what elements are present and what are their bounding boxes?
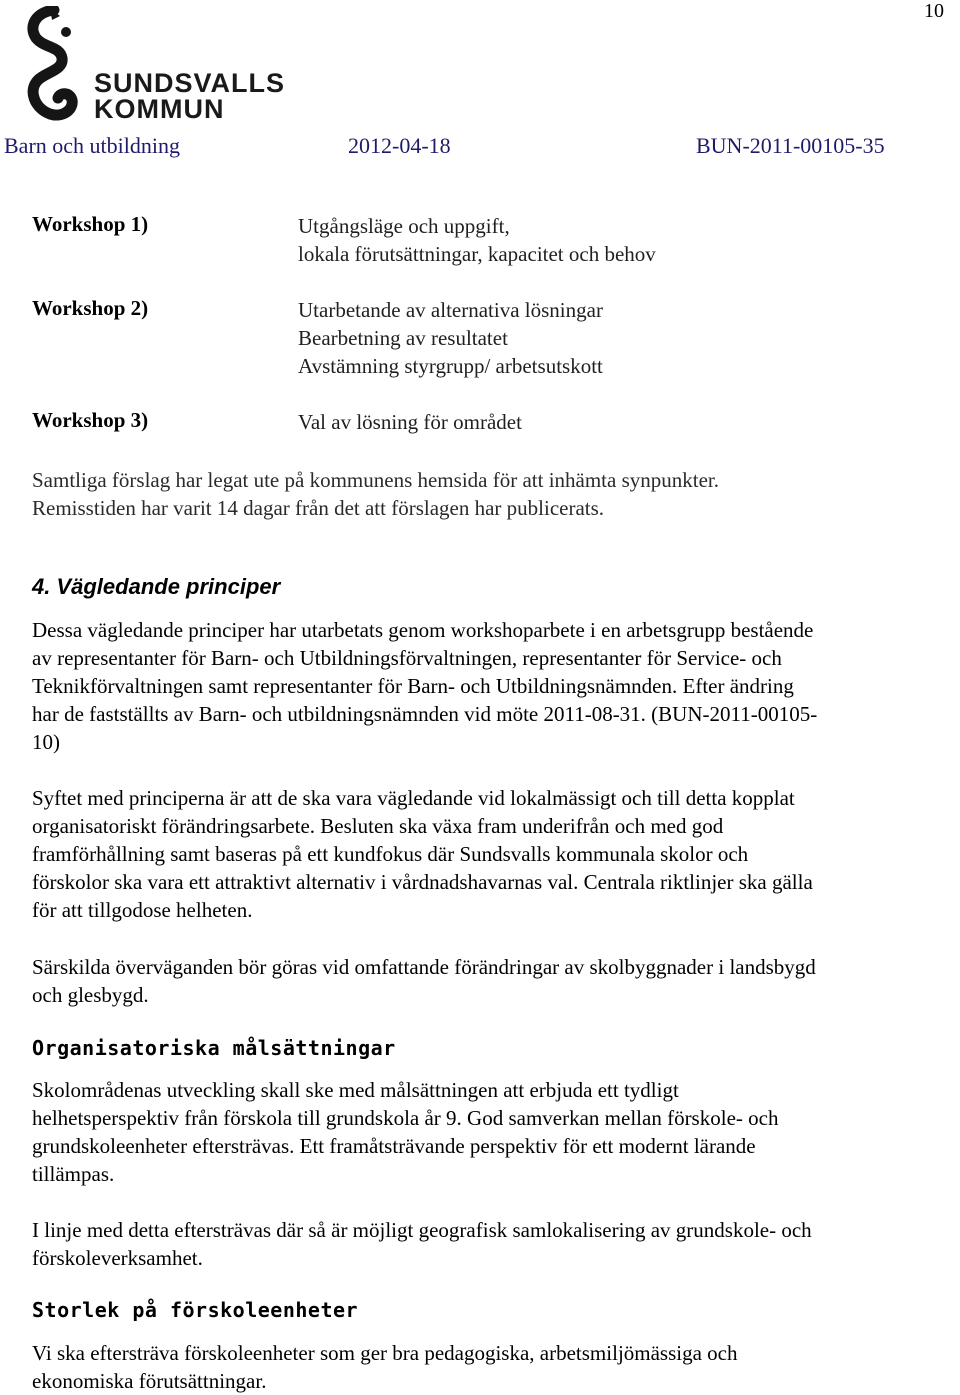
principles-p1-line: av representanter för Barn- och Utbildningsförvaltningen, representanter för Service- och xyxy=(32,646,782,670)
size-heading: Storlek på förskoleenheter xyxy=(32,1298,359,1322)
principles-p3-line: Särskilda överväganden bör göras vid omfattande förändringar av skolbyggnader i landsbygd xyxy=(32,955,816,979)
principles-p1-line: har de fastställts av Barn- och utbildningsnämnden vid möte 2011-08-31. (BUN-2011-00105- xyxy=(32,702,818,726)
workshop-3-line: Val av lösning för området xyxy=(298,410,522,434)
workshop-1-label: Workshop 1) xyxy=(32,212,149,236)
page-number: 10 xyxy=(924,0,944,22)
principles-p1-line: Dessa vägledande principer har utarbetats genom workshoparbete i en arbetsgrupp bestående xyxy=(32,618,814,642)
org-goals-p1-line: tillämpas. xyxy=(32,1162,115,1186)
principles-p2-line: förskolor ska vara ett attraktivt alternativ i vårdnadshavarnas val. Centrala riktlinjer ska gälla xyxy=(32,870,813,894)
org-goals-p1-line: helhetsperspektiv från förskola till grundskola år 9. God samverkan mellan förskole- och xyxy=(32,1106,779,1130)
workshop-1-line: Utgångsläge och uppgift, xyxy=(298,214,510,238)
workshop-2-line: Utarbetande av alternativa lösningar xyxy=(298,298,603,322)
org-goals-p1-line: Skolområdenas utveckling skall ske med målsättningen att erbjuda ett tydligt xyxy=(32,1078,679,1102)
remiss-line: Samtliga förslag har legat ute på kommunens hemsida för att inhämta synpunkter. xyxy=(32,468,720,492)
workshop-3-label: Workshop 3) xyxy=(32,408,149,432)
principles-p2-line: för att tillgodose helheten. xyxy=(32,898,253,922)
section-4-heading: 4. Vägledande principer xyxy=(32,574,281,599)
principles-p2-line: framförhållning samt baseras på ett kundfokus där Sundsvalls kommunala skolor och xyxy=(32,842,749,866)
principles-p1-line: 10) xyxy=(32,730,60,754)
logo-line-1: SUNDSVALLS xyxy=(94,68,286,98)
header-reference: BUN-2011-00105-35 xyxy=(696,133,885,158)
workshop-1-line: lokala förutsättningar, kapacitet och behov xyxy=(298,242,656,266)
principles-p2-line: Syftet med principerna är att de ska vara vägledande vid lokalmässigt och till detta kopplat xyxy=(32,786,795,810)
header-date: 2012-04-18 xyxy=(348,133,451,158)
sundsvalls-kommun-logo xyxy=(16,6,286,124)
remiss-line: Remisstiden har varit 14 dagar från det att förslagen har publicerats. xyxy=(32,496,605,520)
logo-line-2: KOMMUN xyxy=(94,94,225,124)
seahorse-emblem-icon xyxy=(16,6,88,124)
principles-p1-line: Teknikförvaltningen samt representanter för Barn- och Utbildningsnämnden. Efter ändring xyxy=(32,674,794,698)
size-p1-line: ekonomiska förutsättningar. xyxy=(32,1369,267,1393)
workshop-2-line: Avstämning styrgrupp/ arbetsutskott xyxy=(298,354,603,378)
principles-p2-line: organisatoriskt förändringsarbete. Besluten ska växa fram underifrån och med god xyxy=(32,814,724,838)
org-goals-p1-line: grundskoleenheter eftersträvas. Ett framåtsträvande perspektiv för ett modernt lärande xyxy=(32,1134,756,1158)
org-goals-p2-line: I linje med detta eftersträvas där så är möjligt geografisk samlokalisering av grundskole- och xyxy=(32,1218,812,1242)
workshop-2-label: Workshop 2) xyxy=(32,296,149,320)
org-goals-p2-line: förskoleverksamhet. xyxy=(32,1246,203,1270)
principles-p3-line: och glesbygd. xyxy=(32,983,149,1007)
org-goals-heading: Organisatoriska målsättningar xyxy=(32,1036,396,1060)
header-department: Barn och utbildning xyxy=(4,133,180,158)
workshop-2-line: Bearbetning av resultatet xyxy=(298,326,508,350)
size-p1-line: Vi ska eftersträva förskoleenheter som ger bra pedagogiska, arbetsmiljömässiga och xyxy=(32,1341,738,1365)
